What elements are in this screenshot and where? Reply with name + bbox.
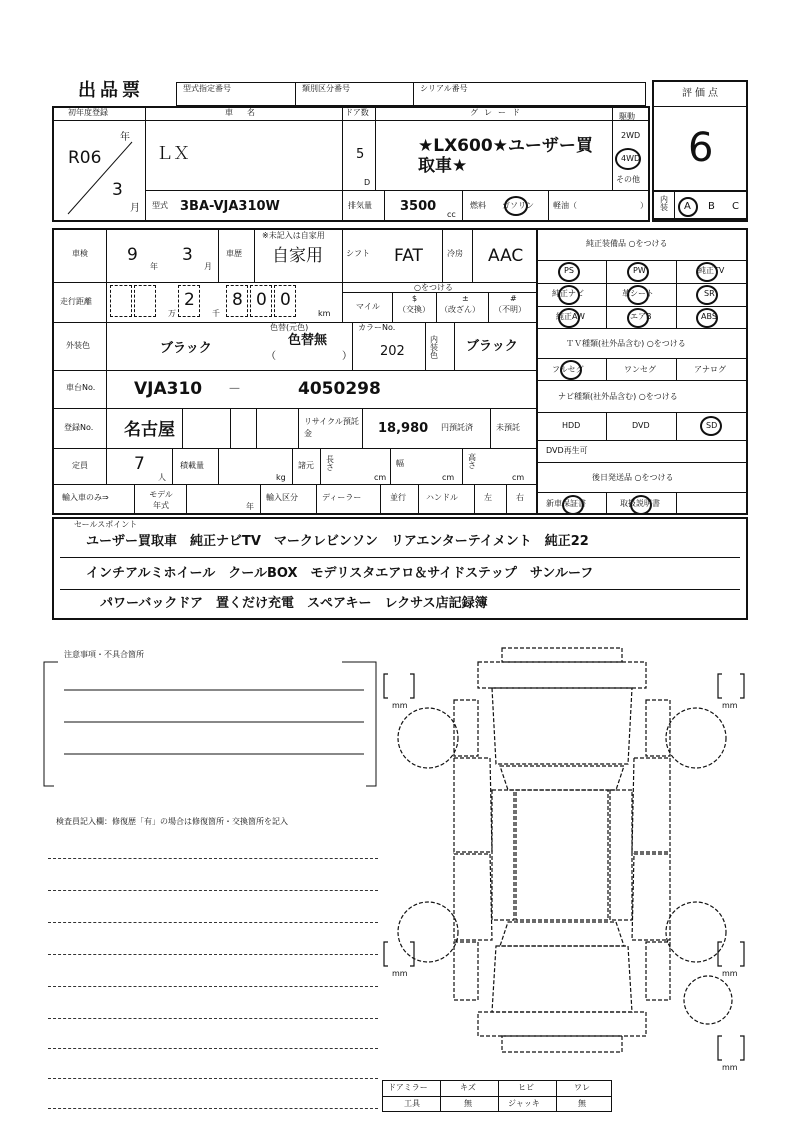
first-reg-month-unit: 月 bbox=[130, 203, 140, 214]
navi-sd: SD bbox=[706, 421, 718, 430]
shift-value: FAT bbox=[394, 246, 423, 266]
import-left: 左 bbox=[484, 493, 492, 502]
legend-header-4: ワレ bbox=[574, 1083, 590, 1092]
mileage-digit-3: 2 bbox=[184, 290, 195, 310]
capacity-label: 定員 bbox=[72, 461, 88, 470]
later-docs-title: 後日発送品 ○をつける bbox=[592, 473, 674, 482]
drive-2wd: 2WD bbox=[621, 131, 641, 140]
inspection-month: 3 bbox=[182, 245, 193, 265]
mm-label-spare: mm bbox=[722, 1063, 738, 1072]
chassis-dash: － bbox=[228, 382, 242, 397]
fuel-gasoline: ガソリン bbox=[502, 201, 534, 210]
fuel-close: ） bbox=[640, 201, 648, 210]
capacity-value: 7 bbox=[134, 454, 145, 474]
serial-label: シリアル番号 bbox=[420, 84, 468, 93]
equip-sr: SR bbox=[704, 289, 715, 298]
fuel-label: 燃料 bbox=[470, 201, 486, 210]
drive-4wd-circle bbox=[615, 148, 641, 170]
first-reg-year-unit: 年 bbox=[120, 132, 130, 143]
mm-label-rr: mm bbox=[722, 969, 738, 978]
legend-cell-4: 無 bbox=[578, 1099, 586, 1108]
mileage-digit-4: 8 bbox=[232, 290, 243, 310]
tv-title: ＴＶ種類(社外品含む) ○をつける bbox=[566, 339, 686, 348]
mm-label-fr: mm bbox=[722, 701, 738, 710]
model-designation-label: 型式指定番号 bbox=[183, 84, 231, 93]
mm-label-fl: mm bbox=[392, 701, 408, 710]
import-dealer: ディーラー bbox=[322, 493, 362, 502]
mileage-opt2: （改ざん） bbox=[440, 305, 480, 314]
equip-navi: 純正ナビ bbox=[552, 289, 584, 298]
import-handle: ハンドル bbox=[426, 493, 458, 502]
capacity-unit: 人 bbox=[158, 473, 166, 482]
navi-dvd-playback: DVD再生可 bbox=[546, 446, 588, 455]
registration-label: 登録No. bbox=[64, 423, 94, 432]
mileage-man: 万 bbox=[168, 309, 176, 318]
fuel-gasoline-circle bbox=[504, 196, 528, 216]
interior-b: B bbox=[708, 201, 715, 212]
interior-grade-label: 内装 bbox=[660, 195, 668, 212]
tv-analog: アナログ bbox=[694, 365, 726, 374]
mileage-circle-note: ○をつける bbox=[414, 283, 453, 292]
later-manual: 取扱説明書 bbox=[620, 499, 660, 508]
model-type-label: 型式 bbox=[152, 201, 168, 210]
recolor-value: 色替無 bbox=[288, 333, 328, 348]
color-no-label: カラーNo. bbox=[358, 323, 396, 332]
category-label: 類別区分番号 bbox=[302, 84, 350, 93]
equipment-title: 純正装備品 ○をつける bbox=[586, 239, 668, 248]
grade-line2: 取車★ bbox=[418, 156, 468, 176]
navi-dvd: DVD bbox=[632, 421, 650, 430]
length-label: 長さ bbox=[326, 455, 334, 472]
mileage-opt1: （交換） bbox=[398, 305, 430, 314]
score-value: 6 bbox=[688, 125, 714, 171]
interior-a-circle bbox=[678, 197, 698, 217]
doors-suffix: D bbox=[364, 178, 371, 187]
inspector-label: 検査員記入欄：修復歴「有」の場合は修復箇所・交換箇所を記入 bbox=[56, 817, 288, 826]
header-id-box bbox=[176, 82, 646, 106]
chassis-prefix: VJA310 bbox=[134, 379, 203, 399]
first-reg-month: 3 bbox=[112, 180, 123, 200]
first-reg-year: R06 bbox=[68, 148, 102, 168]
import-right: 右 bbox=[516, 493, 524, 502]
tv-fullseg: フルセグ bbox=[552, 365, 584, 374]
aircon-label: 冷房 bbox=[447, 249, 463, 258]
sales-point-line-2: インチアルミホイール クールBOX モデリスタエアロ＆サイドステップ サンルーフ bbox=[86, 566, 594, 581]
length-unit: cm bbox=[374, 473, 387, 482]
width-unit: cm bbox=[442, 473, 455, 482]
history-value: 自家用 bbox=[272, 246, 323, 266]
drive-other: その他 bbox=[616, 175, 640, 184]
import-year-unit: 年 bbox=[246, 502, 254, 511]
car-damage-diagram bbox=[380, 640, 750, 1080]
recycle-value: 18,980 bbox=[378, 421, 429, 436]
doors-label: ドア数 bbox=[345, 108, 369, 117]
legend-cell-1: 工具 bbox=[404, 1099, 420, 1108]
model-type-value: 3BA-VJA310W bbox=[180, 199, 280, 214]
dimensions-label: 諸元 bbox=[298, 461, 314, 470]
color-no-value: 202 bbox=[380, 344, 405, 359]
fuel-diesel: 軽油（ bbox=[553, 201, 577, 210]
recolor-close: ） bbox=[342, 351, 352, 362]
exterior-label: 外装色 bbox=[66, 341, 90, 350]
navi-title: ナビ種類(社外品含む) ○をつける bbox=[558, 392, 678, 401]
score-label: 評価点 bbox=[682, 88, 721, 99]
drive-label: 駆動 bbox=[619, 112, 635, 121]
diagonal-slash bbox=[60, 138, 140, 218]
displacement-label: 排気量 bbox=[348, 201, 372, 210]
mileage-sen: 千 bbox=[212, 309, 220, 318]
legend-header-3: ヒビ bbox=[518, 1083, 534, 1092]
equip-airbag: エアB bbox=[630, 312, 652, 321]
aircon-value: AAC bbox=[488, 246, 524, 266]
load-label: 積載量 bbox=[180, 461, 204, 470]
chassis-label: 車台No. bbox=[66, 383, 96, 392]
equip-pw: PW bbox=[633, 266, 646, 275]
doors-value: 5 bbox=[356, 147, 365, 162]
width-label: 幅 bbox=[396, 459, 404, 468]
first-reg-label: 初年度登録 bbox=[68, 108, 108, 117]
sales-point-line-3: パワーバックドア 置くだけ充電 スペアキー レクサス店記録簿 bbox=[100, 596, 488, 611]
shift-label: シフト bbox=[346, 249, 370, 258]
import-parallel: 並行 bbox=[390, 493, 406, 502]
drive-4wd: 4WD bbox=[621, 154, 641, 163]
import-label: 輸入車のみ⇒ bbox=[62, 493, 109, 502]
interior-color-value: ブラック bbox=[466, 339, 518, 354]
recolor-open: （ bbox=[266, 351, 276, 362]
legend-cell-2: 無 bbox=[464, 1099, 472, 1108]
notes-label: 注意事項・不具合箇所 bbox=[64, 650, 144, 659]
mileage-label: 走行距離 bbox=[60, 297, 92, 306]
import-category: 輸入区分 bbox=[266, 493, 298, 502]
exterior-value: ブラック bbox=[160, 341, 212, 356]
mileage-unit: km bbox=[318, 309, 331, 318]
mileage-digit-6: 0 bbox=[280, 290, 291, 310]
notes-frame bbox=[42, 656, 382, 792]
mileage-digit-5: 0 bbox=[256, 290, 267, 310]
equip-leather: 革シート bbox=[622, 289, 654, 298]
history-label: 車歴 bbox=[226, 249, 242, 258]
load-unit: kg bbox=[276, 473, 286, 482]
legend-cell-3: ジャッキ bbox=[508, 1099, 540, 1108]
inspection-year: 9 bbox=[127, 245, 138, 265]
height-label: 高さ bbox=[468, 453, 476, 470]
recycle-label: リサイクル預託金 bbox=[304, 417, 359, 438]
form-title: 出品票 bbox=[78, 80, 144, 101]
mileage-mile: マイル bbox=[356, 302, 380, 311]
legend-header-1: ドアミラー bbox=[388, 1083, 428, 1092]
interior-a: A bbox=[684, 201, 691, 212]
recycle-unpaid: 未預託 bbox=[496, 423, 520, 432]
tv-oneseg: ワンセグ bbox=[624, 365, 656, 374]
sales-points-label: セールスポイント bbox=[74, 520, 138, 529]
equip-ps: PS bbox=[564, 266, 574, 275]
inspection-month-unit: 月 bbox=[204, 262, 212, 271]
legend-header-2: キズ bbox=[460, 1083, 476, 1092]
chassis-number: 4050298 bbox=[298, 379, 381, 399]
mm-label-rl: mm bbox=[392, 969, 408, 978]
interior-c: C bbox=[732, 201, 739, 212]
registration-value: 名古屋 bbox=[124, 420, 175, 440]
recycle-paid: 円預託済 bbox=[441, 423, 473, 432]
equip-aw: 純正AW bbox=[556, 312, 585, 321]
navi-hdd: HDD bbox=[562, 421, 581, 430]
import-model-year: モデル年式 bbox=[149, 490, 173, 510]
grade-line1: ★LX600★ユーザー買 bbox=[418, 136, 593, 156]
grade-label: グレード bbox=[470, 108, 526, 117]
mileage-opt2-sym: ± bbox=[462, 294, 469, 303]
displacement-unit: cc bbox=[447, 210, 456, 219]
sales-point-line-1: ユーザー買取車 純正ナビTV マークレビンソン リアエンターテイメント 純正22 bbox=[86, 534, 589, 549]
details-block bbox=[52, 228, 538, 515]
car-name-label: 車 名 bbox=[225, 108, 258, 117]
interior-color-label: 内装色 bbox=[430, 335, 438, 360]
inspection-year-unit: 年 bbox=[150, 262, 158, 271]
history-note: ※未記入は自家用 bbox=[262, 231, 325, 240]
mileage-opt3: （不明） bbox=[494, 305, 526, 314]
mileage-opt1-sym: $ bbox=[412, 294, 418, 303]
inspection-label: 車検 bbox=[72, 249, 88, 258]
mileage-opt3-sym: # bbox=[510, 294, 517, 303]
equip-tv: 純正TV bbox=[698, 266, 725, 275]
recolor-label: 色替(元色) bbox=[270, 323, 309, 332]
equip-abs: ABS bbox=[701, 312, 717, 321]
displacement-value: 3500 bbox=[400, 199, 437, 214]
car-name-value: ＬＸ bbox=[156, 144, 190, 164]
height-unit: cm bbox=[512, 473, 525, 482]
later-warranty: 新車保証書 bbox=[546, 499, 586, 508]
